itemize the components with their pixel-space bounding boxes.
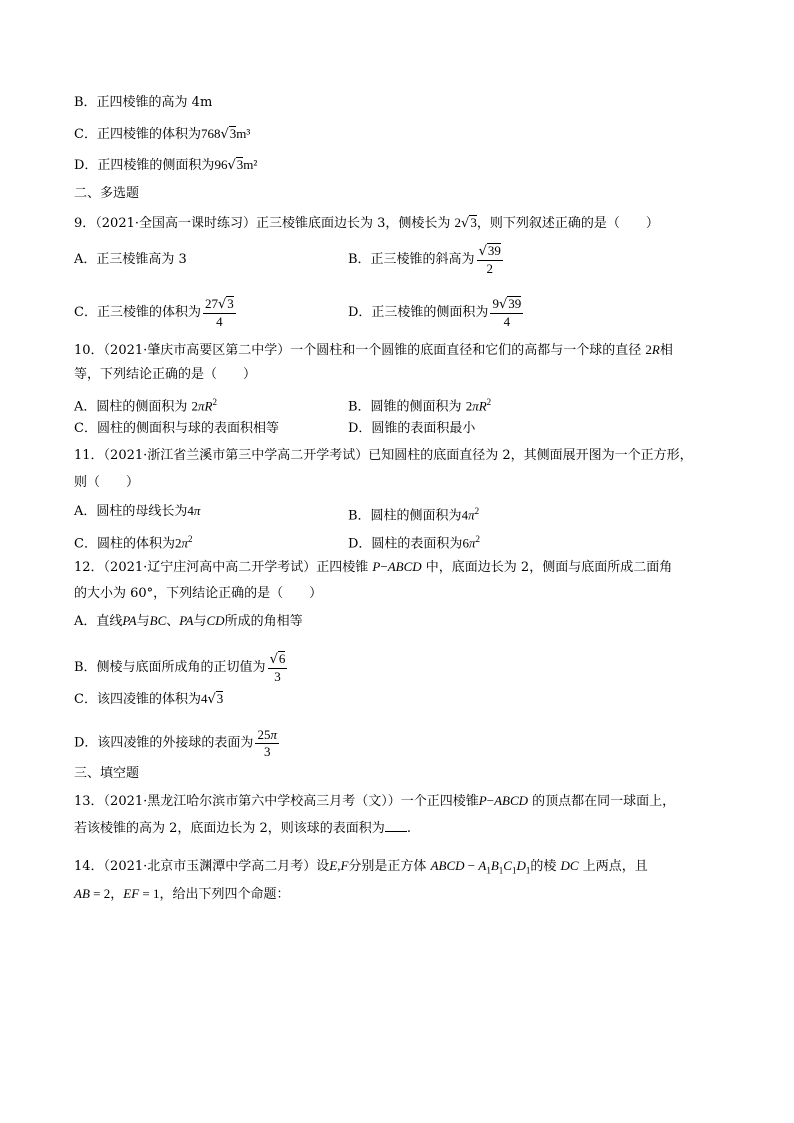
- q14-stem-line2: AB = 2，EF = 1，给出下列四个命题：: [74, 886, 290, 902]
- q10-stem-line1: 10．（2021·肇庆市高要区第二中学）一个圆柱和一个圆锥的底面直径和它们的高都与一个球的直径 2R相: [74, 342, 673, 358]
- q9-option-d: D．正三棱锥的侧面积为 $\frac{9√39}{4}$: [348, 296, 522, 329]
- q12-option-a: A．直线PA与BC、PA与CD所成的角相等: [74, 613, 303, 629]
- answer-blank[interactable]: [385, 819, 407, 832]
- q12-option-d: D．该四凌锥的外接球的表面为 $\frac{25\pi}{3}$: [74, 727, 277, 759]
- q9-option-b: B．正三棱锥的斜高为 $\frac{√39}{2}$: [348, 243, 501, 276]
- section-heading-multi: 二、多选题: [74, 186, 140, 201]
- q11-option-a: A．圆柱的母线长为4π: [74, 503, 201, 519]
- q10-stem-line2: 等，下列结论正确的是（ ）: [74, 367, 257, 382]
- q9-option-c: C．正三棱锥的体积为 $\frac{27√3}{4}$: [74, 296, 234, 329]
- q11-stem-line2: 则（ ）: [74, 475, 140, 490]
- q11-option-b: B．圆柱的侧面积为$4\pi^2$: [348, 506, 480, 524]
- q12-option-b: B．侧棱与底面所成角的正切值为 $\frac{√6}{3}$: [74, 651, 286, 684]
- q12-option-c: C．该四凌锥的体积为4√3: [74, 691, 224, 707]
- q12-stem-line1: 12．（2021·辽宁庄河高中高二开学考试）正四棱锥 P−ABCD 中，底面边长为 2，侧面与底面所成二面角: [74, 559, 673, 575]
- q10-option-b: B．圆锥的侧面积为 $2\pi R^2$: [348, 397, 492, 415]
- q11-option-c: C．圆柱的体积为$2\pi^2$: [74, 534, 193, 552]
- q8-option-b: B．正四棱锥的高为 4m: [74, 95, 213, 110]
- q11-stem-line1: 11．（2021·浙江省兰溪市第三中学高二开学考试）已知圆柱的底面直径为 2，其侧面展开图为一个正方形，: [74, 448, 693, 463]
- q11-option-d: D．圆柱的表面积为$6\pi^2$: [348, 534, 480, 552]
- q8-option-d: D．正四棱锥的侧面积为96√3m²: [74, 157, 258, 173]
- q9-option-a: A．正三棱锥高为 3: [74, 252, 187, 267]
- q13-stem-line1: 13．（2021·黑龙江哈尔滨市第六中学校高三月考（文））一个正四棱锥P−ABCD 的顶点都在同一球面上，: [74, 793, 676, 809]
- q13-stem-line2: 若该棱锥的高为 2，底面边长为 2，则该球的表面积为 .: [74, 821, 411, 836]
- q14-stem-line1: 14．（2021·北京市玉渊潭中学高二月考）设E,F分别是正方体 ABCD − $A_1B_1C_1D_1$的棱 DC 上两点，且: [74, 858, 648, 876]
- q9-stem: 9．（2021·全国高一课时练习）正三棱锥底面边长为 3，侧棱长为 2√3，则下列叙述正确的是（ ）: [74, 215, 659, 231]
- q8-option-c: C．正四棱锥的体积为768√3m³: [74, 126, 251, 142]
- q12-stem-line2: 的大小为 60°，下列结论正确的是（ ）: [74, 586, 323, 601]
- q10-option-d: D．圆锥的表面积最小: [348, 421, 476, 436]
- q10-option-c: C．圆柱的侧面积与球的表面积相等: [74, 421, 279, 436]
- q10-option-a: A．圆柱的侧面积为 $2\pi R^2$: [74, 397, 217, 415]
- section-heading-fill: 三、填空题: [74, 766, 140, 781]
